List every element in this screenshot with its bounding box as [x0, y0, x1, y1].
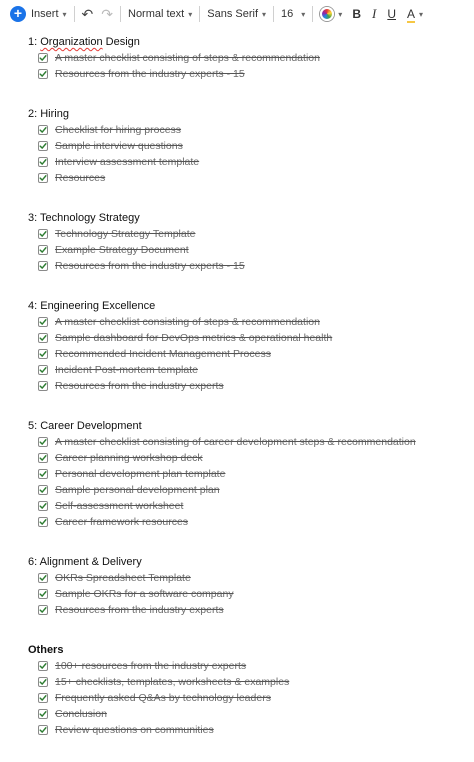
checklist-item: [28, 226, 468, 242]
bold-button[interactable]: B: [352, 7, 361, 21]
heading-number: 1:: [28, 36, 41, 48]
checkbox-checked-icon[interactable]: [38, 517, 48, 527]
checkbox-checked-icon[interactable]: [38, 125, 48, 135]
checklist-item-text[interactable]: Sample dashboard for DevOps metrics & operational health: [55, 332, 333, 344]
insert-button[interactable]: [10, 4, 67, 24]
checklist-item: [28, 570, 468, 586]
checklist-item: [28, 434, 468, 450]
checkbox-checked-icon[interactable]: [38, 693, 48, 703]
checkbox-checked-icon[interactable]: [38, 381, 48, 391]
checkbox-checked-icon[interactable]: [38, 349, 48, 359]
text-color-label: A: [407, 7, 416, 21]
checkbox-checked-icon[interactable]: [38, 469, 48, 479]
checklist-item: [28, 314, 468, 330]
section: [28, 298, 468, 394]
section-heading[interactable]: 4: Engineering Excellence: [28, 300, 156, 312]
toolbar-divider: [312, 6, 313, 22]
checkbox-checked-icon[interactable]: [38, 589, 48, 599]
checklist-item: [28, 482, 468, 498]
font-size-label: 16: [281, 8, 294, 20]
checkbox-checked-icon[interactable]: [38, 69, 48, 79]
checkbox-checked-icon[interactable]: [38, 677, 48, 687]
checkbox-checked-icon[interactable]: [38, 709, 48, 719]
checklist-item: [28, 50, 468, 66]
checklist-item: [28, 706, 468, 722]
checkbox-checked-icon[interactable]: [38, 157, 48, 167]
formatting-toolbar: [0, 0, 474, 28]
checkbox-checked-icon[interactable]: [38, 173, 48, 183]
chevron-down-icon: ▾: [338, 9, 343, 19]
toolbar-divider: [74, 6, 75, 22]
section: [28, 210, 468, 274]
section: [28, 34, 468, 82]
checklist-item-text[interactable]: Sample OKRs for a software company: [55, 588, 234, 600]
section-heading[interactable]: 3: Technology Strategy: [28, 212, 140, 224]
checkbox-checked-icon[interactable]: [38, 453, 48, 463]
checklist-item: [28, 346, 468, 362]
toolbar-divider: [199, 6, 200, 22]
font-size-dropdown[interactable]: [281, 4, 305, 24]
checkbox-checked-icon[interactable]: [38, 437, 48, 447]
redo-icon[interactable]: ↷: [101, 5, 113, 22]
checklist-item: [28, 450, 468, 466]
checklist-item-text[interactable]: Checklist for hiring process: [55, 124, 182, 136]
chevron-down-icon: ▾: [62, 9, 67, 19]
checklist-item-text[interactable]: Resources from the industry experts - 15: [55, 260, 245, 272]
toolbar-divider: [273, 6, 274, 22]
checklist-item-text[interactable]: OKRs Spreadsheet Template: [55, 572, 191, 584]
checklist-item-text[interactable]: A master checklist consisting of steps & recommendation: [55, 52, 320, 64]
checklist-item: [28, 498, 468, 514]
section-heading[interactable]: Others: [28, 644, 64, 656]
chevron-down-icon: ▾: [188, 9, 193, 19]
toolbar-divider: [120, 6, 121, 22]
checklist-item: [28, 154, 468, 170]
italic-button[interactable]: I: [371, 6, 377, 21]
paragraph-style-dropdown[interactable]: [128, 4, 192, 24]
section: [28, 554, 468, 618]
checklist-item-text[interactable]: Career framework resources: [55, 516, 189, 528]
font-family-label: Sans Serif: [207, 8, 259, 20]
checkbox-checked-icon[interactable]: [38, 573, 48, 583]
checklist-item-text[interactable]: Resources from the industry experts: [55, 604, 224, 616]
checklist-item: [28, 378, 468, 394]
checklist-item-text[interactable]: Interview assessment template: [55, 156, 200, 168]
checklist-item-text[interactable]: Career planning workshop deck: [55, 452, 203, 464]
checklist-item-text[interactable]: Sample interview questions: [55, 140, 183, 152]
section-heading[interactable]: 2: Hiring: [28, 108, 69, 120]
checklist-item-text[interactable]: Recommended Incident Management Process: [55, 348, 271, 360]
checklist-item: [28, 658, 468, 674]
checklist-item: [28, 602, 468, 618]
checklist-item-text[interactable]: A master checklist consisting of career development steps & recommendation: [55, 436, 416, 448]
checkbox-checked-icon[interactable]: [38, 141, 48, 151]
checkbox-checked-icon[interactable]: [38, 245, 48, 255]
document-body[interactable]: [28, 34, 468, 762]
checkbox-checked-icon[interactable]: [38, 605, 48, 615]
chevron-down-icon: ▾: [301, 9, 306, 19]
checklist-item-text[interactable]: Resources from the industry experts: [55, 380, 224, 392]
checklist-item-text[interactable]: Self-assessment worksheet: [55, 500, 184, 512]
checklist-item: [28, 242, 468, 258]
checklist-item-text[interactable]: Sample personal development plan: [55, 484, 220, 496]
checklist-item-text[interactable]: Conclusion: [55, 708, 107, 720]
section-heading[interactable]: 6: Alignment & Delivery: [28, 556, 142, 568]
checklist-item-text[interactable]: 15+ checklists, templates, worksheets & examples: [55, 676, 290, 688]
section-heading[interactable]: 5: Career Development: [28, 420, 142, 432]
checkbox-checked-icon[interactable]: [38, 485, 48, 495]
checkbox-checked-icon[interactable]: [38, 229, 48, 239]
checklist-item-text[interactable]: Personal development plan template: [55, 468, 226, 480]
chevron-down-icon: ▾: [262, 9, 267, 19]
checklist-item-text[interactable]: Resources from the industry experts - 15: [55, 68, 245, 80]
plus-icon: +: [10, 6, 26, 22]
text-color-button[interactable]: [407, 4, 423, 24]
checklist-item: [28, 138, 468, 154]
spellcheck-word[interactable]: Organization: [40, 36, 103, 48]
checklist-item: [28, 362, 468, 378]
font-family-dropdown[interactable]: [207, 4, 266, 24]
checklist-item-text[interactable]: Example Strategy Document: [55, 244, 189, 256]
section: [28, 642, 468, 738]
section: [28, 106, 468, 186]
checklist-item: [28, 466, 468, 482]
checklist-item: [28, 330, 468, 346]
checklist-item: [28, 66, 468, 82]
checklist-item-text[interactable]: A master checklist consisting of steps & recommendation: [55, 316, 320, 328]
insert-label: Insert: [31, 8, 59, 20]
color-wheel-icon: [320, 7, 334, 21]
checklist-item: [28, 674, 468, 690]
checklist-item: [28, 690, 468, 706]
checklist-item-text[interactable]: Technology Strategy Template: [55, 228, 196, 240]
checkbox-checked-icon[interactable]: [38, 317, 48, 327]
checklist-item-text[interactable]: Incident Post-mortem template: [55, 364, 198, 376]
checklist-item: [28, 170, 468, 186]
checkbox-checked-icon[interactable]: [38, 661, 48, 671]
chevron-down-icon: ▾: [419, 9, 424, 19]
checkbox-checked-icon[interactable]: [38, 53, 48, 63]
checklist-item-text[interactable]: 100+ resources from the industry experts: [55, 660, 247, 672]
checklist-item: [28, 514, 468, 530]
checklist-item-text[interactable]: Review questions on communities: [55, 724, 214, 736]
paragraph-style-label: Normal text: [128, 8, 185, 20]
highlight-color-button[interactable]: [320, 4, 342, 24]
checkbox-checked-icon[interactable]: [38, 261, 48, 271]
undo-icon[interactable]: ↶: [81, 5, 94, 22]
checklist-item-text[interactable]: Resources: [55, 172, 106, 184]
checklist-item-text[interactable]: Frequently asked Q&As by technology leaders: [55, 692, 271, 704]
checkbox-checked-icon[interactable]: [38, 365, 48, 375]
checklist-item: [28, 722, 468, 738]
section: [28, 418, 468, 530]
heading-text: Design: [102, 36, 140, 48]
checkbox-checked-icon[interactable]: [38, 501, 48, 511]
underline-button[interactable]: U: [387, 7, 396, 21]
checkbox-checked-icon[interactable]: [38, 725, 48, 735]
checklist-item: [28, 122, 468, 138]
checkbox-checked-icon[interactable]: [38, 333, 48, 343]
section-heading[interactable]: [28, 34, 468, 50]
checklist-item: [28, 586, 468, 602]
checklist-item: [28, 258, 468, 274]
